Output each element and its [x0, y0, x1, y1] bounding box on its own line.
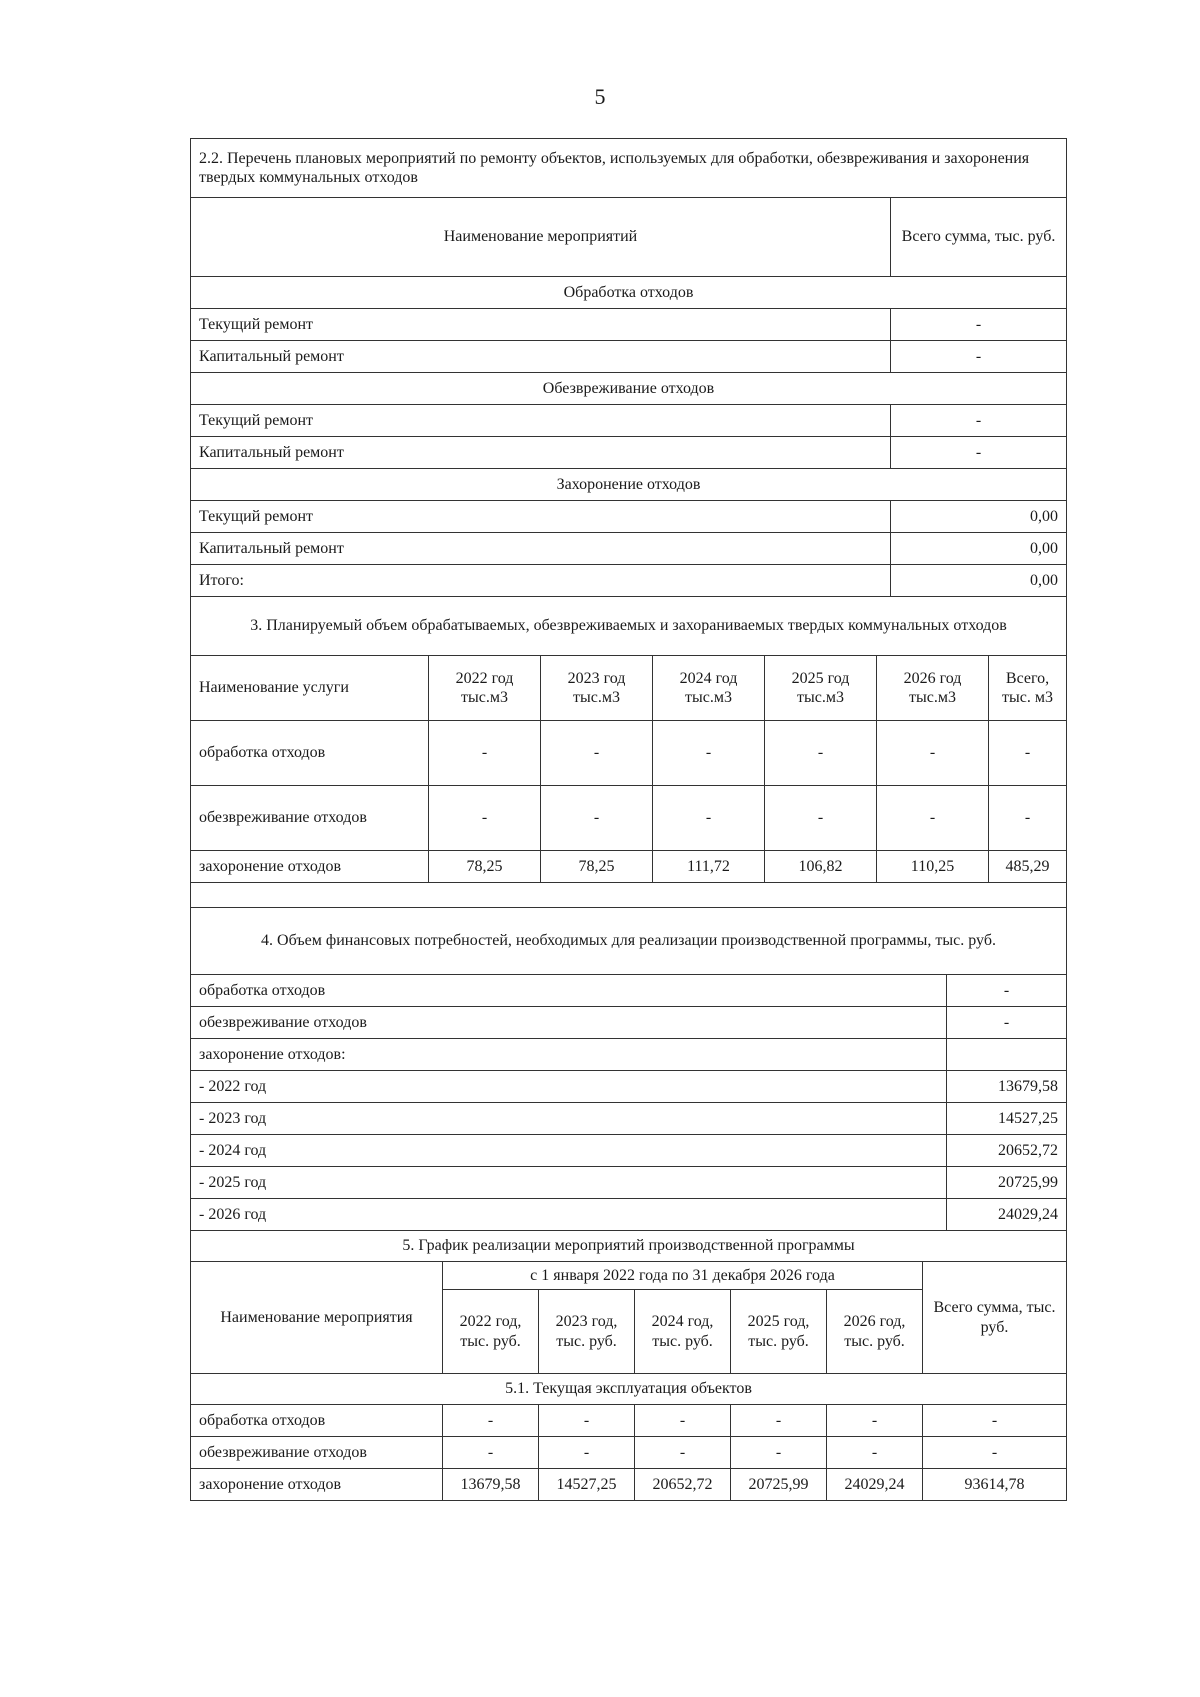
- cell: -: [443, 1437, 539, 1469]
- column-header-year: 2023 год тыс.м3: [541, 656, 653, 721]
- cell: 78,25: [541, 851, 653, 883]
- financial-needs-table: [190, 907, 1067, 1231]
- row-value: 14527,25: [947, 1103, 1067, 1135]
- cell: -: [541, 721, 653, 786]
- cell: -: [877, 786, 989, 851]
- cell: 13679,58: [443, 1469, 539, 1501]
- row-label: Текущий ремонт: [191, 501, 891, 533]
- row-label: захоронение отходов: [191, 1469, 443, 1501]
- row-label: обработка отходов: [191, 721, 429, 786]
- table-row: [191, 1469, 1067, 1501]
- schedule-table: [190, 1230, 1067, 1501]
- cell: -: [877, 721, 989, 786]
- row-label: Текущий ремонт: [191, 309, 891, 341]
- cell: 93614,78: [923, 1469, 1067, 1501]
- cell: -: [429, 721, 541, 786]
- column-header-activities: Наименование мероприятий: [191, 198, 891, 277]
- cell: 106,82: [765, 851, 877, 883]
- subsection-title: 5.1. Текущая эксплуатация объектов: [191, 1374, 1067, 1405]
- cell: -: [731, 1437, 827, 1469]
- table-row: [191, 1405, 1067, 1437]
- cell: 20652,72: [635, 1469, 731, 1501]
- row-value: 0,00: [891, 501, 1067, 533]
- spacer-row: [191, 883, 1067, 908]
- cell: -: [443, 1405, 539, 1437]
- column-header-year: 2022 год, тыс. руб.: [443, 1290, 539, 1374]
- cell: -: [541, 786, 653, 851]
- group-title: Захоронение отходов: [191, 469, 1067, 501]
- row-label: - 2023 год: [191, 1103, 947, 1135]
- section-3-title: 3. Планируемый объем обрабатываемых, обезвреживаемых и захораниваемых твердых коммунальных отходов: [191, 597, 1067, 656]
- row-label: обезвреживание отходов: [191, 1437, 443, 1469]
- cell: 20725,99: [731, 1469, 827, 1501]
- cell: -: [539, 1405, 635, 1437]
- cell: -: [765, 786, 877, 851]
- cell: 111,72: [653, 851, 765, 883]
- cell: -: [429, 786, 541, 851]
- column-header-year: 2024 год, тыс. руб.: [635, 1290, 731, 1374]
- table-row: [191, 786, 1067, 851]
- row-label: обработка отходов: [191, 1405, 443, 1437]
- column-header-year: 2026 год тыс.м3: [877, 656, 989, 721]
- cell: -: [635, 1437, 731, 1469]
- cell: -: [989, 786, 1067, 851]
- row-label: захоронение отходов: [191, 851, 429, 883]
- row-label: Текущий ремонт: [191, 405, 891, 437]
- column-header-year: 2022 год тыс.м3: [429, 656, 541, 721]
- row-label: обработка отходов: [191, 975, 947, 1007]
- row-label: обезвреживание отходов: [191, 1007, 947, 1039]
- row-value: -: [891, 341, 1067, 373]
- row-label: захоронение отходов:: [191, 1039, 947, 1071]
- row-value: -: [947, 975, 1067, 1007]
- column-header-total: Всего, тыс. м3: [989, 656, 1067, 721]
- column-header-total: Всего сумма, тыс. руб.: [923, 1262, 1067, 1374]
- cell: -: [923, 1405, 1067, 1437]
- column-header-year: 2026 год, тыс. руб.: [827, 1290, 923, 1374]
- row-label: - 2022 год: [191, 1071, 947, 1103]
- row-value: 20725,99: [947, 1167, 1067, 1199]
- group-title: Обработка отходов: [191, 277, 1067, 309]
- row-value: -: [891, 437, 1067, 469]
- table-row: [191, 1437, 1067, 1469]
- row-label: - 2026 год: [191, 1199, 947, 1231]
- table-row: [191, 721, 1067, 786]
- cell: 110,25: [877, 851, 989, 883]
- cell: -: [653, 786, 765, 851]
- cell: -: [827, 1437, 923, 1469]
- column-header-service: Наименование услуги: [191, 656, 429, 721]
- row-value: 20652,72: [947, 1135, 1067, 1167]
- row-label: Капитальный ремонт: [191, 341, 891, 373]
- waste-volume-table: [190, 596, 1067, 908]
- row-value: -: [947, 1007, 1067, 1039]
- cell: -: [635, 1405, 731, 1437]
- cell: 78,25: [429, 851, 541, 883]
- group-title: Обезвреживание отходов: [191, 373, 1067, 405]
- document-body: [190, 138, 1066, 1501]
- row-label: - 2024 год: [191, 1135, 947, 1167]
- column-header-activity: Наименование мероприятия: [191, 1262, 443, 1374]
- cell: -: [653, 721, 765, 786]
- cell: -: [731, 1405, 827, 1437]
- row-value: 24029,24: [947, 1199, 1067, 1231]
- total-label: Итого:: [191, 565, 891, 597]
- column-header-year: 2023 год, тыс. руб.: [539, 1290, 635, 1374]
- section-5-title: 5. График реализации мероприятий производственной программы: [191, 1231, 1067, 1262]
- column-header-year: 2025 год, тыс. руб.: [731, 1290, 827, 1374]
- cell: -: [539, 1437, 635, 1469]
- row-value: 13679,58: [947, 1071, 1067, 1103]
- column-header-year: 2024 год тыс.м3: [653, 656, 765, 721]
- section-2-2-title: 2.2. Перечень плановых мероприятий по ремонту объектов, используемых для обработки, обезвреживания и захоронения твердых коммунальных отходов: [191, 139, 1067, 198]
- cell: -: [827, 1405, 923, 1437]
- row-value: [947, 1039, 1067, 1071]
- cell: 14527,25: [539, 1469, 635, 1501]
- row-label: обезвреживание отходов: [191, 786, 429, 851]
- repair-activities-table: [190, 138, 1067, 597]
- row-value: -: [891, 405, 1067, 437]
- cell: 24029,24: [827, 1469, 923, 1501]
- total-value: 0,00: [891, 565, 1067, 597]
- section-4-title: 4. Объем финансовых потребностей, необходимых для реализации производственной программы, тыс. руб.: [191, 908, 1067, 975]
- row-value: 0,00: [891, 533, 1067, 565]
- column-header-year: 2025 год тыс.м3: [765, 656, 877, 721]
- cell: -: [765, 721, 877, 786]
- column-header-total: Всего сумма, тыс. руб.: [891, 198, 1067, 277]
- row-label: Капитальный ремонт: [191, 533, 891, 565]
- period-header: с 1 января 2022 года по 31 декабря 2026 года: [443, 1262, 923, 1290]
- row-label: Капитальный ремонт: [191, 437, 891, 469]
- row-value: -: [891, 309, 1067, 341]
- table-row: [191, 851, 1067, 883]
- cell: 485,29: [989, 851, 1067, 883]
- cell: -: [923, 1437, 1067, 1469]
- row-label: - 2025 год: [191, 1167, 947, 1199]
- cell: -: [989, 721, 1067, 786]
- page-number: 5: [594, 84, 606, 109]
